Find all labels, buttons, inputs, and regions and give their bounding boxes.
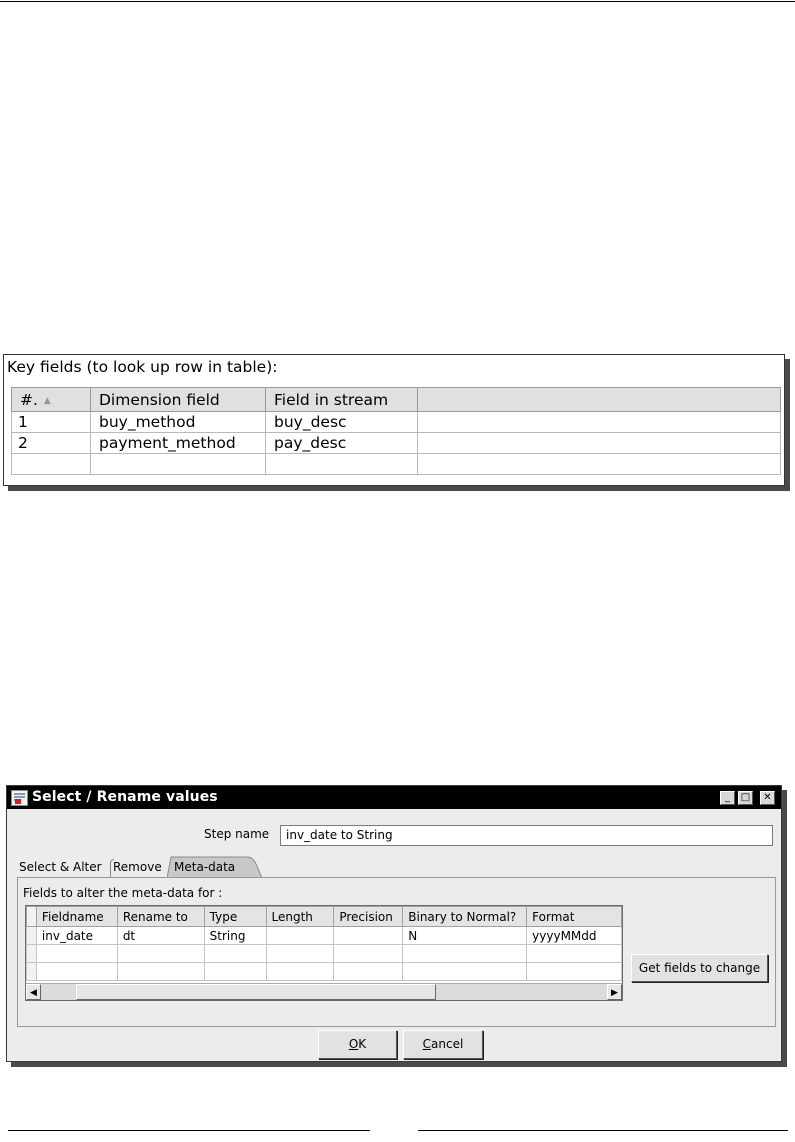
footer-rule-left bbox=[8, 1130, 370, 1131]
binary-to-normal-cell[interactable]: N bbox=[403, 927, 527, 945]
meta-data-table bbox=[26, 906, 622, 981]
table-row-empty[interactable] bbox=[12, 454, 781, 475]
cancel-button[interactable] bbox=[403, 1030, 483, 1059]
dimension-field-cell[interactable]: buy_method bbox=[91, 412, 266, 433]
column-header-precision[interactable]: Precision bbox=[334, 907, 403, 927]
column-header-field-in-stream[interactable]: Field in stream bbox=[266, 388, 418, 412]
field-in-stream-cell[interactable]: buy_desc bbox=[266, 412, 418, 433]
column-header-format[interactable]: Format bbox=[527, 907, 622, 927]
row-number: 2 bbox=[12, 433, 91, 454]
get-fields-button[interactable]: Get fields to change bbox=[631, 954, 768, 982]
close-button[interactable] bbox=[760, 791, 775, 805]
scrollbar-thumb[interactable] bbox=[76, 984, 436, 1000]
column-header-binary-to-normal[interactable]: Binary to Normal? bbox=[403, 907, 527, 927]
ok-label: K bbox=[358, 1037, 367, 1051]
precision-cell[interactable] bbox=[334, 927, 403, 945]
field-in-stream-cell[interactable]: pay_desc bbox=[266, 433, 418, 454]
close-icon: ✕ bbox=[763, 792, 772, 803]
type-cell[interactable]: String bbox=[204, 927, 266, 945]
key-fields-header-row bbox=[12, 388, 781, 412]
select-rename-dialog bbox=[6, 785, 782, 1062]
rename-to-cell[interactable]: dt bbox=[117, 927, 204, 945]
scroll-left-icon[interactable]: ◀ bbox=[26, 984, 41, 1000]
horizontal-scrollbar[interactable] bbox=[26, 983, 622, 1000]
row-number bbox=[12, 454, 91, 475]
empty-cell bbox=[418, 454, 781, 475]
cancel-mnemonic: C bbox=[422, 1037, 432, 1051]
cancel-label: ancel bbox=[431, 1037, 464, 1051]
tab-remove[interactable]: Remove bbox=[113, 860, 162, 874]
step-name-input[interactable]: inv_date to String bbox=[280, 825, 773, 846]
row-number: 1 bbox=[12, 412, 91, 433]
key-fields-table bbox=[11, 387, 781, 475]
select-values-step-icon bbox=[11, 790, 28, 806]
dimension-field-cell[interactable] bbox=[91, 454, 266, 475]
footer-rule-right bbox=[418, 1130, 788, 1131]
tab-select-alter[interactable]: Select & Alter bbox=[19, 860, 102, 874]
top-rule bbox=[0, 1, 795, 2]
key-fields-caption: Key fields (to look up row in table): bbox=[7, 358, 278, 376]
format-cell[interactable]: yyyyMMdd bbox=[527, 927, 622, 945]
column-header-number[interactable]: #. ▲ bbox=[12, 388, 91, 412]
column-header-dimension-field[interactable]: Dimension field bbox=[91, 388, 266, 412]
length-cell[interactable] bbox=[266, 927, 334, 945]
table-row-empty[interactable] bbox=[27, 945, 622, 963]
empty-cell bbox=[418, 412, 781, 433]
maximize-button[interactable] bbox=[738, 791, 753, 805]
table-row[interactable] bbox=[12, 412, 781, 433]
sort-ascending-icon: ▲ bbox=[43, 395, 51, 406]
table-row[interactable] bbox=[27, 927, 622, 945]
ok-button[interactable] bbox=[318, 1030, 397, 1059]
step-name-label: Step name bbox=[204, 827, 270, 841]
tab-meta-data[interactable]: Meta-data bbox=[174, 860, 236, 874]
column-header-length[interactable]: Length bbox=[266, 907, 334, 927]
column-header-fieldname[interactable]: Fieldname bbox=[36, 907, 117, 927]
table-row-empty[interactable] bbox=[27, 963, 622, 981]
title-bar[interactable] bbox=[7, 786, 781, 809]
key-fields-panel bbox=[3, 354, 785, 486]
column-header-filler bbox=[418, 388, 781, 412]
column-header-rename-to[interactable]: Rename to bbox=[117, 907, 204, 927]
ok-mnemonic: O bbox=[348, 1037, 359, 1051]
fields-to-alter-label: Fields to alter the meta-data for : bbox=[23, 886, 223, 900]
maximize-icon: □ bbox=[740, 792, 751, 803]
empty-cell bbox=[418, 433, 781, 454]
column-header-type[interactable]: Type bbox=[204, 907, 266, 927]
dimension-field-cell[interactable]: payment_method bbox=[91, 433, 266, 454]
minimize-button[interactable] bbox=[720, 791, 735, 805]
row-header[interactable] bbox=[27, 927, 37, 945]
field-in-stream-cell[interactable] bbox=[266, 454, 418, 475]
table-row[interactable] bbox=[12, 433, 781, 454]
dialog-title: Select / Rename values bbox=[32, 789, 218, 805]
fieldname-cell[interactable]: inv_date bbox=[36, 927, 117, 945]
minimize-icon: _ bbox=[725, 792, 730, 803]
meta-data-header-row bbox=[27, 907, 622, 927]
scroll-right-icon[interactable]: ▶ bbox=[607, 984, 622, 1000]
row-header-corner bbox=[27, 907, 37, 927]
